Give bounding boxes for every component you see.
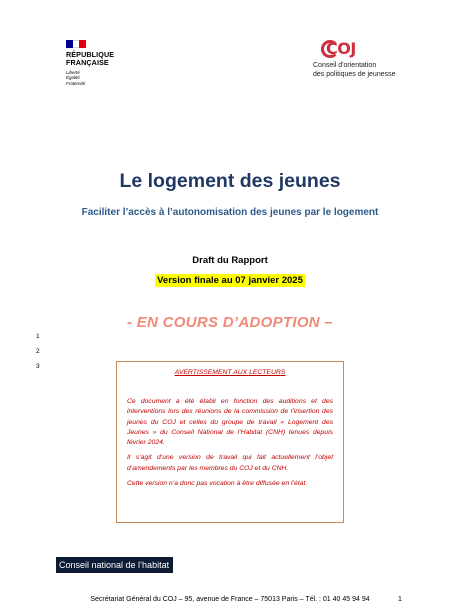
coj-mark-icon — [321, 38, 365, 60]
warning-paragraph-1: Ce document a été établi en fonction des auditions et des interventions lors des réunions de la commission de l’insertion des jeunes du COJ et celles du groupe de travail « Logement des Jeunes » du Conseil National de l’Habitat (CNH) tenues depuis février 2024. — [127, 398, 333, 447]
coj-name — [313, 62, 433, 79]
coj-logo — [313, 38, 433, 79]
warning-box — [116, 361, 344, 523]
motto-fraternite: Fraternité — [66, 80, 86, 86]
french-flag-icon — [66, 40, 86, 48]
footer-address: Secrétariat Général du COJ – 95, avenue de France – 75013 Paris – Tél. : 01 40 45 94 94 — [90, 596, 370, 603]
version-wrap — [0, 270, 460, 288]
version-label: Version finale au 07 janvier 2025 — [157, 275, 303, 286]
flag-white — [73, 40, 80, 48]
coj-letters: COJ — [326, 39, 356, 58]
line-number-2: 2 — [36, 348, 40, 355]
warning-title: AVERTISSEMENT AUX LECTEURS — [174, 369, 286, 376]
document-title: Le logement des jeunes — [119, 170, 341, 192]
warning-paragraph-3: Cette version n’a donc pas vocation à être diffusée en l’état. — [127, 480, 308, 488]
republique-motto — [66, 70, 126, 86]
warning-paragraph-2: Il s’agit d’une version de travail qui fait actuellement l’objet d’amendements par les membres du COJ et du CNH. — [127, 454, 333, 472]
motto-egalite: Égalité — [66, 75, 80, 81]
flag-red — [79, 40, 86, 48]
republique-francaise-logo — [66, 40, 126, 86]
coj-name-line2: des politiques de jeunesse — [313, 70, 396, 78]
coj-name-line1: Conseil d'orientation — [313, 62, 377, 69]
motto-liberte: Liberté — [66, 70, 80, 75]
flag-blue — [66, 40, 73, 48]
republique-line1: RÉPUBLIQUE — [66, 50, 115, 59]
document-subtitle: Faciliter l’accès à l’autonomisation des jeunes par le logement — [81, 207, 379, 218]
page-number: 1 — [398, 596, 402, 603]
cnh-label: Conseil national de l’habitat — [56, 557, 173, 573]
draft-label: Draft du Rapport — [192, 255, 268, 266]
line-number-1: 1 — [36, 333, 40, 340]
line-number-3: 3 — [36, 363, 40, 370]
republique-line2: FRANÇAISE — [66, 58, 109, 67]
adoption-status: - EN COURS D’ADOPTION – — [126, 314, 334, 331]
